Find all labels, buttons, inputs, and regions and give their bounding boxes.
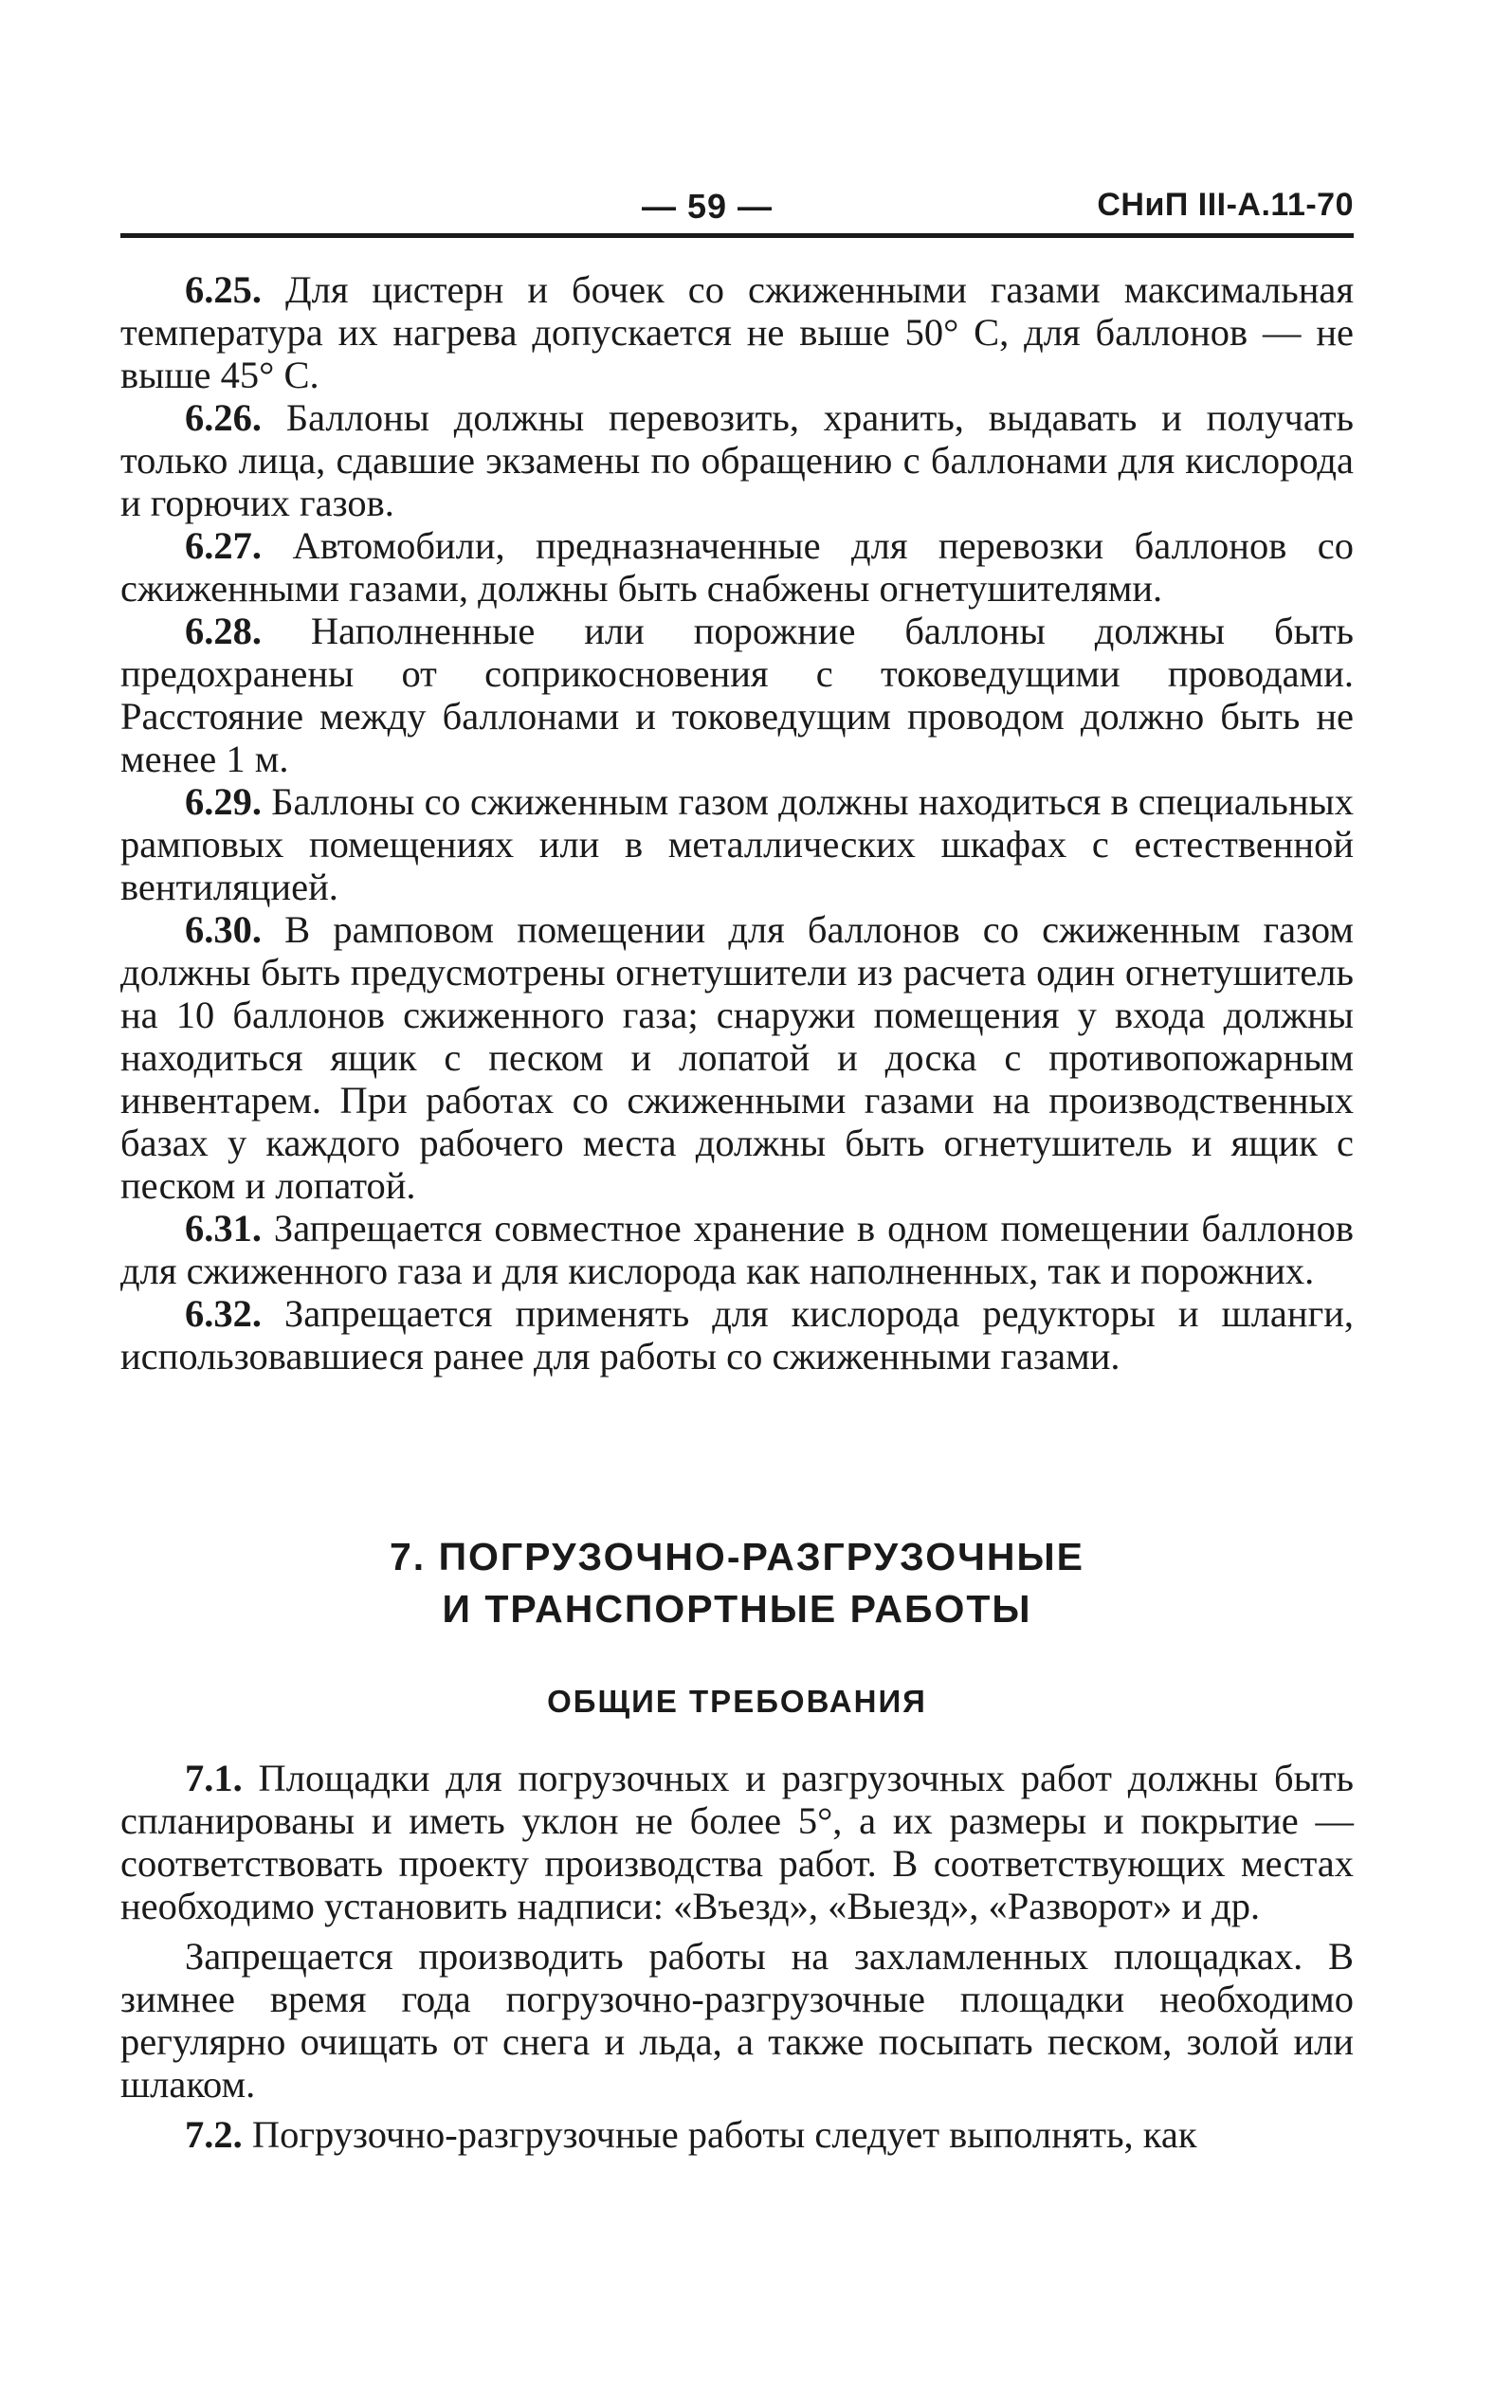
text-block-section-6 — [120, 268, 1354, 1377]
paragraph-text: Для цистерн и бочек со сжиженными газами максимальная температура их нагрева допускается не выше 50° С, для баллонов — не выше 45° С. — [120, 268, 1354, 396]
paragraph-number: 7.1. — [185, 1757, 243, 1799]
subsection-title: ОБЩИЕ ТРЕБОВАНИЯ — [547, 1684, 927, 1719]
running-header — [120, 187, 1354, 234]
paragraph-6-28 — [120, 610, 1354, 780]
paragraph-number: 6.28. — [185, 610, 262, 652]
paragraph-6-30 — [120, 908, 1354, 1207]
paragraph-text: Запрещается совместное хранение в одном помещении баллонов для сжиженного газа и для кислорода как наполненных, так и порожних. — [120, 1207, 1354, 1292]
section-title-line-2: И ТРАНСПОРТНЫЕ РАБОТЫ — [442, 1587, 1032, 1631]
page-number: — 59 — — [642, 187, 774, 226]
paragraph-text: В рамповом помещении для баллонов со сжиженным газом должны быть предусмотрены огнетушители из расчета один огнетушитель на 10 баллонов сжиженного газа; снаружи помещения у входа должны находиться ящик с песком и лопатой и доска с противопожарным инвентарем. При работах со сжиженными газами на производственных базах у каждого рабочего места должны быть огнетушитель и ящик с песком и лопатой. — [120, 908, 1354, 1207]
paragraph-number: 6.27. — [185, 524, 262, 567]
paragraph-6-31 — [120, 1207, 1354, 1292]
paragraph-number: 6.32. — [185, 1292, 262, 1335]
paragraph-text: Баллоны должны перевозить, хранить, выдавать и получать только лица, сдавшие экзамены по обращению с баллонами для кислорода и горючих газов. — [120, 396, 1354, 524]
paragraph-number: 6.26. — [185, 396, 262, 439]
paragraph-number: 6.31. — [185, 1207, 262, 1250]
paragraph-7-2 — [120, 2113, 1354, 2156]
paragraph-6-26 — [120, 396, 1354, 524]
paragraph-text: Запрещается применять для кислорода редукторы и шланги, использовавшиеся ранее для работы со сжиженными газами. — [120, 1292, 1354, 1377]
paragraph-6-27 — [120, 524, 1354, 610]
section-title — [120, 1531, 1354, 1635]
paragraph-number: 6.29. — [185, 780, 262, 823]
paragraph-number: 7.2. — [185, 2113, 243, 2156]
header-rule — [120, 233, 1354, 238]
paragraph-6-29 — [120, 780, 1354, 908]
paragraph-7-1-continued — [120, 1935, 1354, 2106]
paragraph-6-25 — [120, 268, 1354, 396]
paragraph-text: Запрещается производить работы на захламленных площадках. В зимнее время года погрузочно-разгрузочные площадки необходимо регулярно очищать от снега и льда, а также посыпать песком, золой или шлаком. — [120, 1935, 1354, 2106]
paragraph-text: Погрузочно-разгрузочные работы следует выполнять, как — [242, 2113, 1197, 2156]
paragraph-6-32 — [120, 1292, 1354, 1377]
paragraph-number: 6.30. — [185, 908, 262, 951]
text-block-section-7 — [120, 1757, 1354, 2156]
document-code: СНиП III-А.11-70 — [1097, 187, 1354, 223]
paragraph-number: 6.25. — [185, 268, 262, 311]
paragraph-text: Автомобили, предназначенные для перевозки баллонов со сжиженными газами, должны быть снабжены огнетушителями. — [120, 524, 1354, 610]
paragraph-7-1 — [120, 1757, 1354, 1927]
paragraph-text: Площадки для погрузочных и разгрузочных работ должны быть спланированы и иметь уклон не более 5°, а их размеры и покрытие — соответствовать проекту производства работ. В соответствующих местах необходимо установить надписи: «Въезд», «Выезд», «Разворот» и др. — [120, 1757, 1354, 1927]
paragraph-text: Баллоны со сжиженным газом должны находиться в специальных рамповых помещениях или в металлических шкафах с естественной вентиляцией. — [120, 780, 1354, 908]
paragraph-text: Наполненные или порожние баллоны должны быть предохранены от соприкосновения с токоведущими проводами. Расстояние между баллонами и токоведущим проводом должно быть не менее 1 м. — [120, 610, 1354, 780]
section-title-line-1: 7. ПОГРУЗОЧНО-РАЗГРУЗОЧНЫЕ — [389, 1535, 1085, 1578]
